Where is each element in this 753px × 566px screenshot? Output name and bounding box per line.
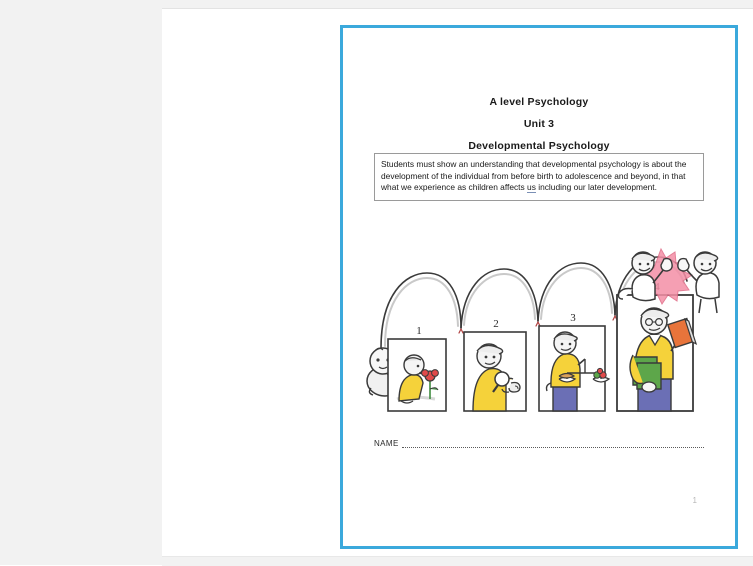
- panel-4-group: [617, 281, 696, 411]
- learning-brief-box: [374, 153, 704, 201]
- high-five-right-body: [696, 273, 719, 299]
- panel-3-teen-jeans: [553, 385, 577, 411]
- panel-3-teen-eye-left: [561, 343, 564, 346]
- high-five-right-eye-left: [701, 263, 704, 266]
- hop-arc-3-shadow: [541, 268, 612, 319]
- panel-1-number: 1: [416, 325, 422, 337]
- high-five-left-hand: [661, 259, 672, 271]
- panel-3-fruit-top: [597, 368, 602, 373]
- high-five-right-eye-right: [709, 263, 712, 266]
- hop-arc-3: [538, 263, 615, 321]
- name-field-label: NAME: [374, 439, 399, 448]
- topic-title: Developmental Psychology: [468, 140, 610, 152]
- learning-brief-text: [381, 159, 697, 194]
- hop-arc-2-shadow: [464, 274, 535, 325]
- panel-3-group: [539, 312, 609, 411]
- panel-2-child-eye-left: [485, 356, 488, 359]
- panel-2-magnifier-lens: [495, 372, 509, 386]
- high-five-right-leg-right: [715, 299, 717, 313]
- development-stages-illustration: [361, 233, 723, 418]
- brief-misspelled-word: us: [527, 182, 536, 193]
- document-page: [162, 9, 753, 556]
- panel-1-group: [388, 325, 446, 411]
- panel-4-adult-hand: [642, 382, 656, 392]
- course-title: A level Psychology: [489, 96, 589, 108]
- brief-text-part-2: including our later development.: [535, 182, 657, 193]
- brief-text-part-1: Students must show an understanding that developmental psychology is about the development of the individual from before birth to adolescence and beyond, in that what we experience as children affects: [381, 159, 687, 193]
- name-field-row[interactable]: [374, 439, 704, 448]
- unit-title: Unit 3: [523, 118, 555, 130]
- page-blue-border-frame: [340, 25, 738, 549]
- panel-2-number: 2: [493, 318, 499, 330]
- page-content: [343, 28, 735, 546]
- page-number: 1: [692, 496, 697, 505]
- panel-2-snail-shell: [509, 383, 520, 393]
- panel-2-group: [464, 318, 526, 411]
- viewer-left-gutter: [0, 0, 162, 565]
- viewer-top-gutter: [162, 0, 753, 9]
- name-field-dotted-line[interactable]: [402, 440, 704, 448]
- panel-1-flower-petal-a: [422, 370, 429, 377]
- development-stages-svg: [361, 233, 723, 418]
- panel-3-burger: [559, 374, 574, 379]
- panel-3-number: 3: [570, 312, 576, 324]
- hop-arc-2: [461, 269, 538, 328]
- high-five-left-body: [632, 275, 655, 301]
- panel-3-teen-eye-right: [569, 343, 572, 346]
- high-five-right-hand: [678, 259, 689, 271]
- high-five-left-eye-right: [647, 263, 650, 266]
- panel-1-toddler-eye: [417, 365, 420, 368]
- panel-1-flower-petal-b: [432, 370, 439, 377]
- panel-2-child-eye-right: [493, 356, 496, 359]
- high-five-left-eye-left: [639, 263, 642, 266]
- baby-eye-left: [376, 358, 379, 361]
- arc-tick-1: [459, 329, 463, 333]
- high-five-right-leg-left: [699, 299, 701, 313]
